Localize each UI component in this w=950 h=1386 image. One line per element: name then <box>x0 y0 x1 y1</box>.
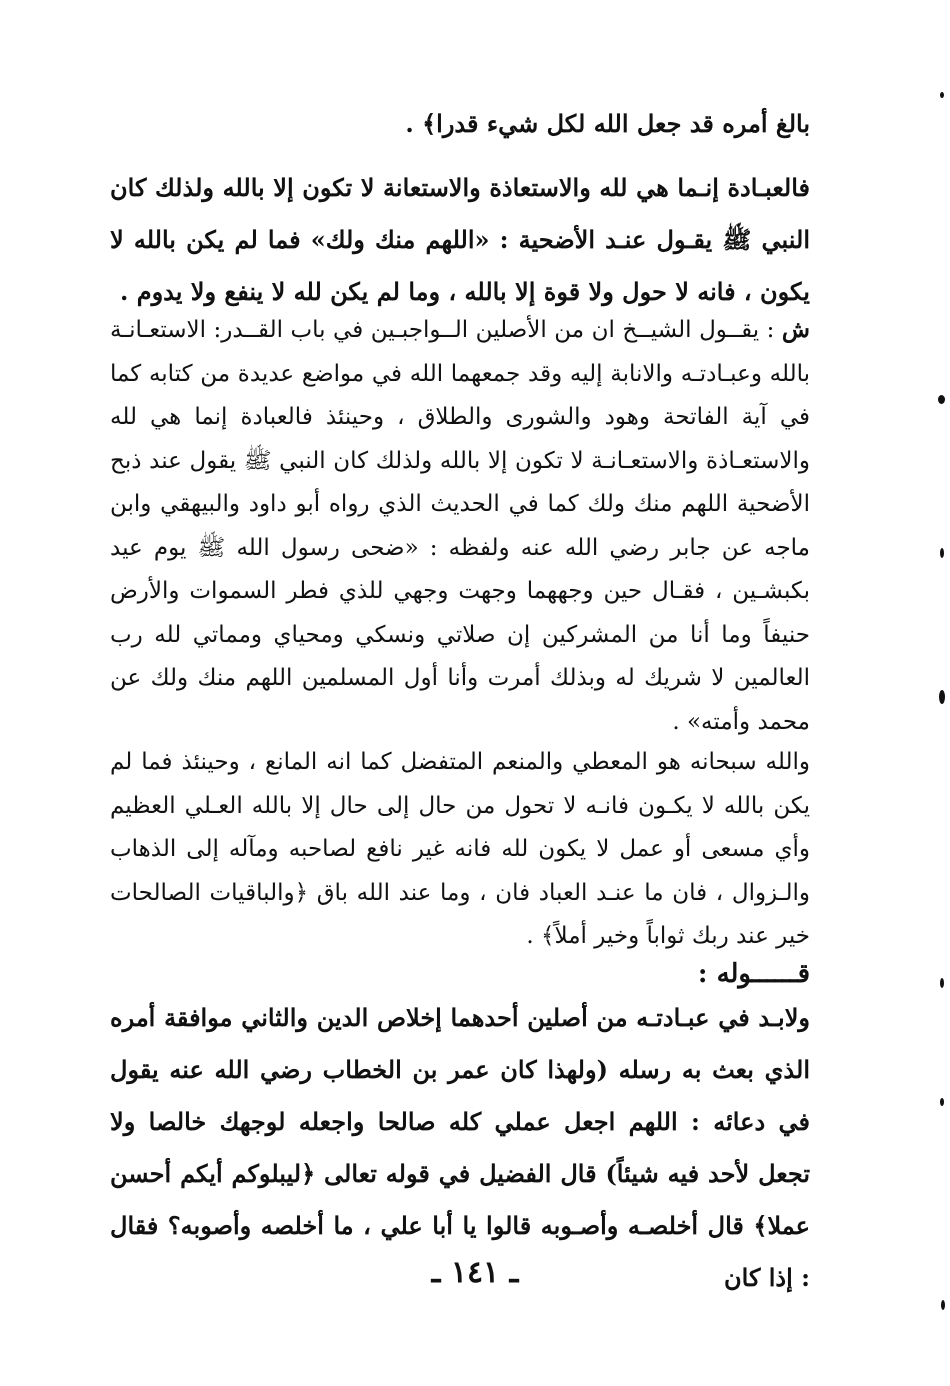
commentary-text: : يقــول الشيــخ ان من الأصلين الــواجبـين في باب القــدر: الاستعـانـة بالله وعبـادتـه والانابة إليه وقد جمعهما الله في مواضع عديدة من كتابه كما في آية الفاتحة وهود والشورى والطلاق ، وحينئذ فالعبادة إنما هي لله والاستعـاذة والاستعـانـة لا تكون إلا بالله ولذلك كان النبي ﷺ يقول عند ذبح الأضحية اللهم منك ولك كما في الحديث الذي رواه أبو داود والبيهقي وابن ماجه عن جابر رضي الله عنه ولفظه : «ضحى رسول الله ﷺ يوم عيد بكبشـين ، فقـال حين وجههما وجهت وجهي للذي فطر السموات والأرض حنيفاً وما أنا من المشركين إن صلاتي ونسكي ومحياي ومماتي لله رب العالمين لا شريك له وبذلك أمرت وأنا أول المسلمين اللهم منك ولك عن محمد وأمته» . <box>110 317 810 735</box>
scan-mark <box>940 92 944 98</box>
scan-mark <box>938 395 945 404</box>
scan-mark <box>939 690 945 704</box>
scan-mark <box>941 1300 945 1310</box>
scan-mark <box>940 1098 944 1106</box>
page-number: ـ ١٤١ ـ <box>431 1255 519 1290</box>
commentary-marker: ش <box>781 316 810 343</box>
scan-mark <box>940 548 944 558</box>
commentary-paragraph <box>110 308 810 744</box>
intro-line: بالغ أمره قد جعل الله لكل شيء قدرا﴾ . <box>405 109 810 138</box>
quote-paragraph: ولابـد في عبـادتـه من أصلين أحدهما إخلاص الدين والثاني موافقة أمره الذي بعث به رسله (ولهذا كان عمر بن الخطاب رضي الله عنه يقول في دعائه : اللهم اجعل عملي كله صالحا واجعله لوجهك خالصا ولا تجعل لأحد فيه شيئاً) قال الفضيل في قوله تعالى ﴿ليبلوكم أيكم أحسن عملا﴾ قال أخلصـه وأصـوبه قالوا يا أبا علي ، ما أخلصه وأصوبه؟ فقال : إذا كان <box>110 1003 811 1292</box>
scan-mark <box>940 978 944 988</box>
third-paragraph: والله سبحانه هو المعطي والمنعم المتفضل كما انه المانع ، وحينئذ فما لم يكن بالله لا يكـون فانـه لا تحول من حال إلى حال إلا بالله العـلي العظيم وأي مسعى أو عمل لا يكون لله فانه غير نافع لصاحبه ومآله إلى الذهاب والـزوال ، فان ما عنـد العباد فان ، وما عند الله باق ﴿والباقيات الصالحات خير عند ربك ثواباً وخير أملاً﴾ . <box>110 749 810 949</box>
main-paragraph: فالعبـادة إنـما هي لله والاستعاذة والاستعانة لا تكون إلا بالله ولذلك كان النبي ﷺ يقـول عنـد الأضحية : «اللهم منك ولك» فما لم يكن بالله لا يكون ، فانه لا حول ولا قوة إلا بالله ، وما لم يكن لله لا ينفع ولا يدوم . <box>110 173 810 306</box>
section-heading: قــــــوله : <box>697 959 810 989</box>
